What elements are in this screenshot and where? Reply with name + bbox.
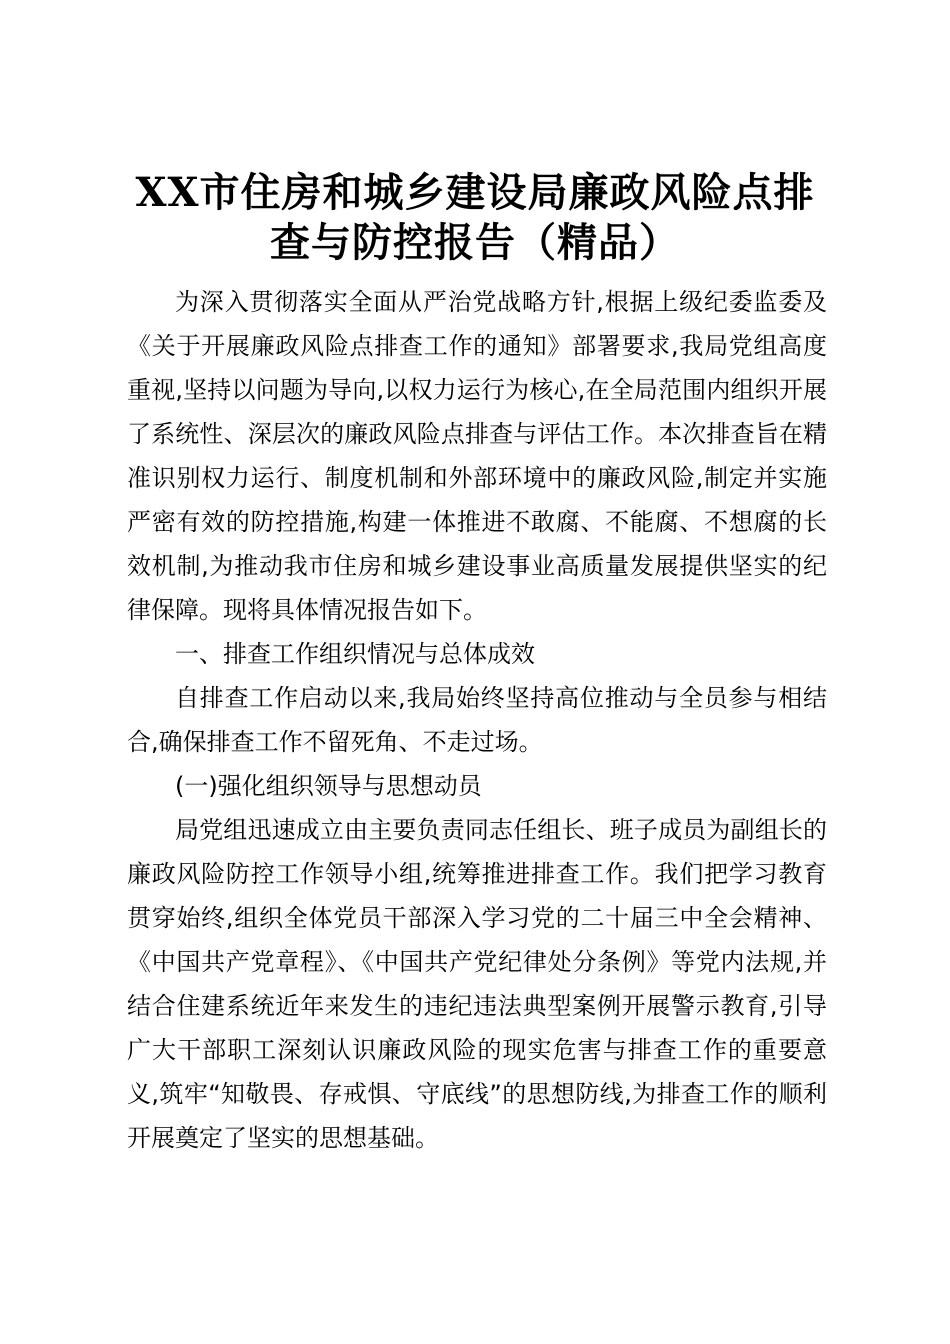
document-body <box>127 280 827 1160</box>
subsection-1-paragraph: 局党组迅速成立由主要负责同志任组长、班子成员为副组长的廉政风险防控工作领导小组,统筹推进排查工作。我们把学习教育贯穿始终,组织全体党员干部深入学习党的二十届三中全会精神、《中国共产党章程》、《中国共产党纪律处分条例》等党内法规,并结合住建系统近年来发生的违纪违法典型案例开展警示教育,引导广大干部职工深刻认识廉政风险的现实危害与排查工作的重要意义,筑牢“知敬畏、存戒惧、守底线”的思想防线,为排查工作的顺利开展奠定了坚实的思想基础。 <box>127 816 827 1152</box>
section-1-paragraph: 自排查工作启动以来,我局始终坚持高位推动与全员参与相结合,确保排查工作不留死角、不走过场。 <box>127 684 827 756</box>
intro-paragraph: 为深入贯彻落实全面从严治党战略方针,根据上级纪委监委及《关于开展廉政风险点排查工作的通知》部署要求,我局党组高度重视,坚持以问题为导向,以权力运行为核心,在全局范围内组织开展了系统性、深层次的廉政风险点排查与评估工作。本次排查旨在精准识别权力运行、制度机制和外部环境中的廉政风险,制定并实施严密有效的防控措施,构建一体推进不敢腐、不能腐、不想腐的长效机制,为推动我市住房和城乡建设事业高质量发展提供坚实的纪律保障。现将具体情况报告如下。 <box>127 288 827 624</box>
section-heading-1: 一、排查工作组织情况与总体成效 <box>175 640 535 668</box>
document-title: XX市住房和城乡建设局廉政风险点排查与防控报告（精品） <box>135 169 815 266</box>
subsection-heading-1: (一)强化组织领导与思想动员 <box>175 772 482 800</box>
